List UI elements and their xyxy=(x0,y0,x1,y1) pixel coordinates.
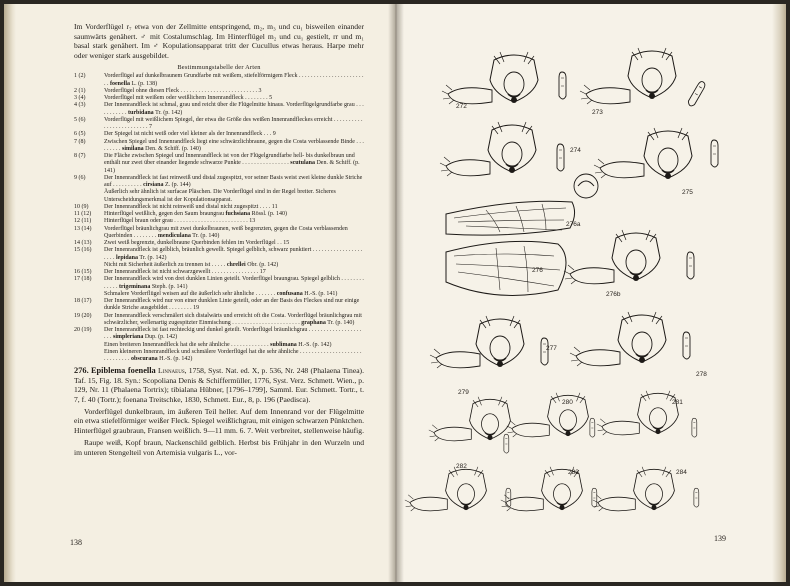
key-row-number: 10 (9) xyxy=(74,203,89,210)
key-row-number: 11 (12) xyxy=(74,211,92,218)
key-row-couplet: Vorderflügel mit weißem oder weißlichem Innenrandfleck . . . . . . . . 5 xyxy=(104,95,273,102)
key-row-author: Steph. (p. 141) xyxy=(150,283,188,290)
right-page xyxy=(396,4,786,582)
key-row xyxy=(74,226,364,241)
key-row-text xyxy=(104,247,364,262)
key-row-number: 7 (8) xyxy=(74,138,86,145)
key-row-couplet: Der Innenrandfleck ist gelblich, bräunlich gewellt. Spiegel gelblich, schwarz punktiert . . . . . . . . . . . . . . . . . . . . . xyxy=(104,247,363,261)
key-row-couplet: Der Innenrandfleck ist nicht schwarzgewellt . . . . . . . . . . . . . . . . 17 xyxy=(104,269,266,276)
left-page-edge xyxy=(4,4,16,582)
key-row-text xyxy=(104,139,364,154)
key-row xyxy=(74,73,364,88)
fig-label-278: 278 xyxy=(696,371,707,378)
larva-description: Raupe weiß, Kopf braun, Nackenschild gelblich. Herbst bis Frühjahr in den Wurzeln und im unteren Stengelteil von Artemisia vulgaris L., vor- xyxy=(74,438,364,457)
key-row-couplet: Der Innenrandfleck ist nicht reinweiß und distal nicht zugespitzt . . . . 11 xyxy=(104,203,278,210)
key-row-author: H.-S. (p. 141) xyxy=(302,290,338,297)
genus-description: Im Vorderflügel r₇ etwa von der Zellmitte entspringend, m₂, m₃ und cu₁ bisweilen einander saumwärts genähert. ♂ mit Costalumschlag. Im Hinterflügel m₂ und cu₁ gestielt, rr und m₁ basal stark genähert. Im ♂ Kopulationsapparat tritt der Cucullus etwas heraus. Harpe mehr oder weniger stark ausgebildet. xyxy=(74,22,364,60)
species-entry xyxy=(74,366,364,404)
key-row-text xyxy=(104,226,364,241)
key-row-number: 19 (20) xyxy=(74,312,92,319)
species-author: Linnaeus xyxy=(158,366,185,376)
key-row-species: simpleriana xyxy=(113,334,144,341)
key-row-text xyxy=(104,102,364,117)
fig-label-280: 280 xyxy=(562,399,573,406)
key-row xyxy=(74,189,364,204)
key-row-text xyxy=(104,276,364,291)
key-row-couplet: Der Innenrandfleck ist schmal, grau und reicht über die Flügelmitte hinaus. Vorderflügelgrundfarbe grau . . . . . . . . . . . xyxy=(104,102,364,116)
key-row-couplet: Vorderflügel mit weißlichem Spiegel, der etwa die Größe des weißen Innenrandfleckes erreicht . . . . . . . . . . . . . . . . . . . . . . . . . 7 xyxy=(104,116,363,131)
page-number-right: 139 xyxy=(714,534,726,543)
key-row-number: 12 (11) xyxy=(74,218,92,225)
key-row-author: H.-S. (p. 142) xyxy=(296,341,332,348)
key-row-couplet: Zwei weiß begrenzte, dunkelbraune Querbinden fehlen im Vorderflügel . . 15 xyxy=(104,240,290,247)
right-page-edge xyxy=(772,4,786,582)
key-row xyxy=(74,218,364,225)
key-row xyxy=(74,139,364,154)
key-row-number: 6 (5) xyxy=(74,131,86,138)
key-row xyxy=(74,153,364,175)
key-row-number: 2 (1) xyxy=(74,87,86,94)
key-row-species: cirsiana xyxy=(143,182,164,189)
key-row-number: 15 (16) xyxy=(74,247,92,254)
species-reference: , 1758, Syst. Nat. ed. X, p. 536, Nr. 248 (Phalaena Tinea). Taf. 15, Fig. 18. Syn.: Scopoliana Denis & Schiffermüller, 1776, Syst. Verz. Schmett. Wien., p. 129, Nr. 11 (Phalaena Tortrix); tibialana Hübner, [1796–1799], Samml. Eur. Schmett. Tortr., t. 7, f. 40 (Tortr.); foenana Treitschke, 1830, Schmett. Eur., 8, p. 196 (Paedisca). xyxy=(74,366,364,404)
key-row-text xyxy=(104,349,364,364)
species-number: 276. xyxy=(74,366,89,376)
fig-label-281: 281 xyxy=(672,399,683,406)
key-row-couplet: Der Spiegel ist nicht weiß oder viel kleiner als der Innenrandfleck . . . 9 xyxy=(104,131,276,138)
species-name: Epiblema foenella xyxy=(90,366,156,376)
key-row-number xyxy=(74,342,104,349)
fig-label-272: 272 xyxy=(456,103,467,110)
key-row-species: graphana xyxy=(301,319,326,326)
key-row-author: Tr. (p. 142) xyxy=(153,109,183,116)
key-row-couplet: Vorderflügel ohne diesen Fleck . . . . . . . . . . . . . . . . . . . . . . . . . . 3 xyxy=(104,87,262,94)
key-row-number: 18 (17) xyxy=(74,298,92,305)
key-row-species: similana xyxy=(122,145,144,152)
key-row-couplet: Der Innenrandfleck ist fast rechteckig und dunkel geteilt. Vorderflügel bräunlichgrau . . . . . . . . . . . . . . . . . . . . . xyxy=(104,327,362,341)
key-row-text xyxy=(104,153,364,175)
genitalia-figures xyxy=(396,4,786,582)
fig-label-276: 276 xyxy=(532,267,543,274)
book-gutter xyxy=(388,4,404,582)
key-row-author: Dup. (p. 142) xyxy=(143,334,178,341)
key-row-number: 17 (18) xyxy=(74,276,92,283)
key-row-couplet: Vorderflügel bräunlichgrau mit zwei dunkelbraunen, weiß begrenzten, gegen die Costa verblassenden Querbinden . . . . . . . . xyxy=(104,225,348,239)
key-row-text xyxy=(104,342,364,349)
left-page xyxy=(4,4,396,582)
key-row-author: Tr. (p. 140) xyxy=(190,232,220,239)
key-row xyxy=(74,276,364,291)
fig-label-283: 283 xyxy=(568,469,579,476)
key-row-author: Den. & Schiff. (p. 141) xyxy=(104,160,360,174)
key-row-species: sublimana xyxy=(270,341,297,348)
fig-label-279: 279 xyxy=(458,389,469,396)
key-row-author: Tr. (p. 140) xyxy=(325,319,355,326)
key-row xyxy=(74,349,364,364)
key-row-number: 20 (19) xyxy=(74,327,92,334)
key-row-couplet: Der Innenrandfleck ist fast reinweiß und distal zugespitzt, vor seiner Basis weist zwei kleine dunkle Striche auf . . . . . . . . . . xyxy=(104,174,363,189)
key-row-couplet: Der Innenrandfleck wird nur von einer dunklen Linie geteilt, oder an der Basis des Fleckes sind nur einige dunkle Striche ausgebildet . . . . . . . . 19 xyxy=(104,298,360,312)
key-row xyxy=(74,175,364,190)
fig-label-277: 277 xyxy=(546,345,557,352)
key-row-author: Z. (p. 144) xyxy=(163,182,191,189)
key-row-number: 3 (4) xyxy=(74,95,86,102)
key-row-species: foenella xyxy=(110,80,130,87)
fig-label-276a: 276a xyxy=(566,221,581,228)
key-row-text xyxy=(104,298,364,313)
wing-illustration xyxy=(446,201,575,295)
key-row-author: Rössl. (p. 140) xyxy=(250,211,287,218)
key-row xyxy=(74,117,364,132)
key-row xyxy=(74,102,364,117)
key-row xyxy=(74,298,364,313)
key-row-number: 5 (6) xyxy=(74,116,86,123)
key-row-text xyxy=(104,175,364,190)
key-row-number: 14 (13) xyxy=(74,240,92,247)
page-number-left: 138 xyxy=(70,538,82,547)
key-row-couplet: Der Innenrandfleck wird von drei dunklen Linien geteilt. Vorderflügel braungrau. Spiegel gelblich . . . . . . . . . . . . . xyxy=(104,276,364,290)
key-row-number xyxy=(74,189,104,204)
fig-label-276b: 276b xyxy=(606,291,621,298)
key-row-author: Den. & Schiff. (p. 140) xyxy=(143,145,201,152)
key-title: Bestimmungstabelle der Arten xyxy=(177,64,261,72)
key-row-couplet: Hinterflügel braun oder grau . . . . . . . . . . . . . . . . . . . . . . . . . 13 xyxy=(104,218,256,225)
key-row-couplet: Hinterflügel weißlich, gegen den Saum braungrau xyxy=(104,211,226,218)
key-row-species: fuchsiana xyxy=(225,211,251,218)
key-row-text xyxy=(104,327,364,342)
key-row-couplet: Äußerlich sehr ähnlich ist surfacae Pläschen. Die Vorderflügel sind in der Regel breiter. Sicheres Unterscheidungsmerkmal ist der Kopulationsapparat. xyxy=(104,189,336,203)
key-row-couplet: Die Fläche zwischen Spiegel und Innenrandfleck ist von der Flügelgrundfarbe hell- bis dunkelbraun und enthält nur zwei über einander liegende schwarze Punkte . . . . . . . . . . . . . . . . xyxy=(104,153,355,167)
key-row-number xyxy=(74,349,104,364)
key-row xyxy=(74,247,364,262)
fig-label-274: 274 xyxy=(570,147,581,154)
fig-label-284: 284 xyxy=(676,469,687,476)
key-row-species: lepidana xyxy=(116,254,139,261)
key-row-text xyxy=(104,117,364,132)
key-row-species: confusana xyxy=(276,290,303,297)
key-row xyxy=(74,131,364,138)
key-row-text xyxy=(104,313,364,328)
species-description: Vorderflügel dunkelbraun, im äußeren Teil heller. Auf dem Innenrand vor der Flügelmitte ein etwa stiefelförmiger weißer Fleck. Spiegel weißlichgrau, mit einigen schwarzen Pünktchen. Hinterflügel graubraun, Fransen weißlich. 9—11 mm. 6. 7. Weit verbreitet, stellenweise häufig. xyxy=(74,407,364,435)
key-row-author: Tr. (p. 142) xyxy=(138,254,167,261)
key-row-author: H.-S. (p. 142) xyxy=(157,356,193,363)
key-row xyxy=(74,342,364,349)
key-row-couplet: Einen breiteren Innenrandfleck hat die sehr ähnliche . . . . . . . . . . . . . xyxy=(104,341,271,348)
key-row-species: chrellei xyxy=(226,261,246,268)
key-row-text xyxy=(104,218,364,225)
key-row-species: scutulana xyxy=(290,160,315,167)
key-row-text xyxy=(104,131,364,138)
key-row-species: turbidana xyxy=(128,109,154,116)
key-row-number: 4 (3) xyxy=(74,102,86,109)
key-row-couplet: Einen kleineren Innenrandfleck und schmälere Vorderflügel hat die sehr ähnliche . . . . . . . . . . . . . . . . . . . . . . . . . . . . . . xyxy=(104,348,362,363)
key-row-number: 9 (6) xyxy=(74,174,86,181)
key-row-text xyxy=(104,73,364,88)
key-row-couplet: Vorderflügel auf dunkelbraunem Grundfarbe mit weißem, stiefelförmigem Fleck . . . . . . . . . . . . . . . . . . . . . . . . xyxy=(104,73,364,87)
key-row-species: obscurana xyxy=(131,356,158,363)
fig-label-273: 273 xyxy=(592,109,603,116)
key-row-species: mendiculana xyxy=(157,232,191,239)
fig-label-275: 275 xyxy=(682,189,693,196)
key-row-author: L. (p. 138) xyxy=(130,80,158,87)
key-row-couplet: Schmalere Vorderflügel weisen auf die äußerlich sehr ähnliche . . . . . . . xyxy=(104,290,277,297)
key-row-species: trigeminana xyxy=(119,283,151,290)
key-row-number: 16 (15) xyxy=(74,269,92,276)
key-row xyxy=(74,327,364,342)
key-row-number: 1 (2) xyxy=(74,73,86,80)
key-row-author: Obr. (p. 142) xyxy=(245,261,279,268)
fig-label-282: 282 xyxy=(456,463,467,470)
key-row-couplet: Zwischen Spiegel und Innenrandfleck liegt eine schwärzlichbraune, gegen die Costa verblassende Binde . . . . . . . . . xyxy=(104,138,364,152)
identification-key xyxy=(74,73,364,363)
left-page-text xyxy=(74,22,364,457)
key-row-text xyxy=(104,189,364,204)
key-row-couplet: Nicht mit Sicherheit äußerlich zu trennen ist . . . . . xyxy=(104,261,227,268)
key-row-number: 8 (7) xyxy=(74,153,86,160)
key-row xyxy=(74,313,364,328)
key-row-couplet: Der Innenrandfleck verschmälert sich distalwärts und erreicht oft die Costa. Vorderflügel bräunlichgrau mit schwärzlicher, wellenartig zugespitzter Einmischung . . . . . . . . . . . . . . . . . . . . . . . xyxy=(104,312,362,326)
key-row-number: 13 (14) xyxy=(74,225,92,232)
